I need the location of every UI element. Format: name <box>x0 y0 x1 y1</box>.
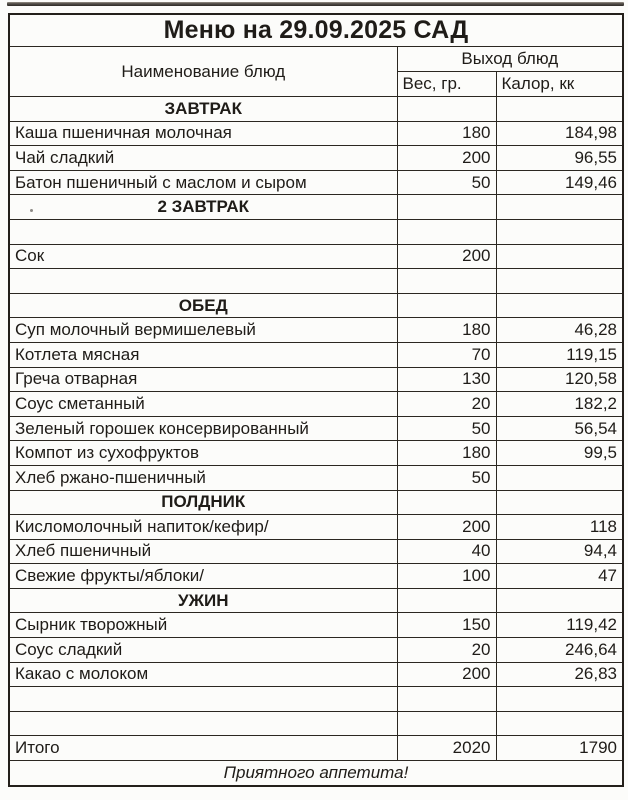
weight-cell: 50 <box>397 465 496 490</box>
menu-item-row <box>9 416 623 441</box>
menu-item-row <box>9 367 623 392</box>
weight-cell: 180 <box>397 121 496 146</box>
section-row <box>9 293 623 318</box>
menu-item-row <box>9 121 623 146</box>
dish-name-cell: Зеленый горошек консервированный <box>9 416 397 441</box>
calories-cell: 96,55 <box>496 146 623 171</box>
menu-item-row <box>9 613 623 638</box>
dish-name-cell: Батон пшеничный с маслом и сыром <box>9 170 397 195</box>
dish-name-cell <box>9 269 397 294</box>
calories-cell: 1790 <box>496 736 623 761</box>
calories-cell <box>496 97 623 122</box>
calories-cell <box>496 490 623 515</box>
calories-cell <box>496 269 623 294</box>
calories-cell <box>496 588 623 613</box>
menu-item-row <box>9 638 623 663</box>
dish-name-cell: Сок <box>9 244 397 269</box>
section-row <box>9 588 623 613</box>
section-title-cell: ПОЛДНИК <box>9 490 397 515</box>
calories-cell <box>496 244 623 269</box>
dish-name-cell: Чай сладкий <box>9 146 397 171</box>
column-header-group: Выход блюд <box>397 47 623 72</box>
dish-name-cell: Кисломолочный напиток/кефир/ <box>9 515 397 540</box>
calories-cell: 56,54 <box>496 416 623 441</box>
weight-cell: 180 <box>397 318 496 343</box>
calories-cell: 26,83 <box>496 662 623 687</box>
dish-name-cell: Греча отварная <box>9 367 397 392</box>
calories-cell: 46,28 <box>496 318 623 343</box>
section-title-cell: УЖИН <box>9 588 397 613</box>
calories-cell: 246,64 <box>496 638 623 663</box>
section-title-cell: ОБЕД <box>9 293 397 318</box>
menu-item-row <box>9 465 623 490</box>
calories-cell <box>496 465 623 490</box>
scan-edge-artifact <box>7 2 624 6</box>
calories-cell: 149,46 <box>496 170 623 195</box>
menu-item-row <box>9 662 623 687</box>
dish-name-cell: Каша пшеничная молочная <box>9 121 397 146</box>
empty-row <box>9 219 623 244</box>
calories-cell: 119,15 <box>496 342 623 367</box>
dish-name-cell: Котлета мясная <box>9 342 397 367</box>
weight-cell: 130 <box>397 367 496 392</box>
empty-row <box>9 687 623 712</box>
weight-cell: 50 <box>397 170 496 195</box>
weight-cell <box>397 490 496 515</box>
weight-cell <box>397 195 496 220</box>
dish-name-cell: Свежие фрукты/яблоки/ <box>9 564 397 589</box>
menu-table-body <box>9 97 623 761</box>
title-row <box>9 14 623 47</box>
calories-cell: 120,58 <box>496 367 623 392</box>
weight-cell: 100 <box>397 564 496 589</box>
calories-cell: 182,2 <box>496 392 623 417</box>
weight-cell: 200 <box>397 515 496 540</box>
weight-cell: 40 <box>397 539 496 564</box>
menu-item-row <box>9 342 623 367</box>
dish-name-cell <box>9 711 397 736</box>
calories-cell: 47 <box>496 564 623 589</box>
weight-cell: 50 <box>397 416 496 441</box>
menu-item-row <box>9 318 623 343</box>
calories-cell: 184,98 <box>496 121 623 146</box>
weight-cell: 20 <box>397 638 496 663</box>
weight-cell <box>397 97 496 122</box>
weight-cell: 200 <box>397 146 496 171</box>
section-title-cell: 2 ЗАВТРАК <box>9 195 397 220</box>
calories-cell <box>496 219 623 244</box>
calories-cell <box>496 687 623 712</box>
dish-name-cell <box>9 219 397 244</box>
menu-item-row <box>9 244 623 269</box>
menu-item-row <box>9 392 623 417</box>
dish-name-cell <box>9 687 397 712</box>
page-title: Меню на 29.09.2025 САД <box>9 14 623 47</box>
weight-cell: 2020 <box>397 736 496 761</box>
section-row <box>9 490 623 515</box>
weight-cell: 20 <box>397 392 496 417</box>
menu-item-row <box>9 539 623 564</box>
header-row-group <box>9 47 623 72</box>
dish-name-cell: Компот из сухофруктов <box>9 441 397 466</box>
dish-name-cell: Соус сладкий <box>9 638 397 663</box>
calories-cell <box>496 293 623 318</box>
calories-cell: 99,5 <box>496 441 623 466</box>
dish-name-cell: Итого <box>9 736 397 761</box>
weight-cell: 70 <box>397 342 496 367</box>
column-header-calories: Калор, кк <box>496 72 623 97</box>
dish-name-cell: Сырник творожный <box>9 613 397 638</box>
column-header-name: Наименование блюд <box>9 47 397 97</box>
calories-cell: 94,4 <box>496 539 623 564</box>
weight-cell <box>397 293 496 318</box>
calories-cell <box>496 195 623 220</box>
weight-cell <box>397 219 496 244</box>
weight-cell <box>397 711 496 736</box>
menu-item-row <box>9 515 623 540</box>
column-header-weight: Вес, гр. <box>397 72 496 97</box>
dish-name-cell: Суп молочный вермишелевый <box>9 318 397 343</box>
dish-name-cell: Соус сметанный <box>9 392 397 417</box>
calories-cell <box>496 711 623 736</box>
dish-name-cell: Хлеб пшеничный <box>9 539 397 564</box>
weight-cell <box>397 588 496 613</box>
weight-cell: 200 <box>397 662 496 687</box>
footer-note: Приятного аппетита! <box>9 761 623 787</box>
menu-item-row <box>9 170 623 195</box>
menu-item-row <box>9 146 623 171</box>
empty-row <box>9 269 623 294</box>
dish-name-cell: Хлеб ржано-пшеничный <box>9 465 397 490</box>
weight-cell: 150 <box>397 613 496 638</box>
calories-cell: 118 <box>496 515 623 540</box>
menu-item-row <box>9 441 623 466</box>
section-title-cell: ЗАВТРАК <box>9 97 397 122</box>
weight-cell <box>397 687 496 712</box>
total-row <box>9 736 623 761</box>
menu-item-row <box>9 564 623 589</box>
section-row <box>9 195 623 220</box>
dish-name-cell: Какао с молоком <box>9 662 397 687</box>
empty-row <box>9 711 623 736</box>
weight-cell <box>397 269 496 294</box>
menu-table <box>8 13 624 787</box>
footer-row <box>9 761 623 787</box>
calories-cell: 119,42 <box>496 613 623 638</box>
section-row <box>9 97 623 122</box>
weight-cell: 180 <box>397 441 496 466</box>
weight-cell: 200 <box>397 244 496 269</box>
